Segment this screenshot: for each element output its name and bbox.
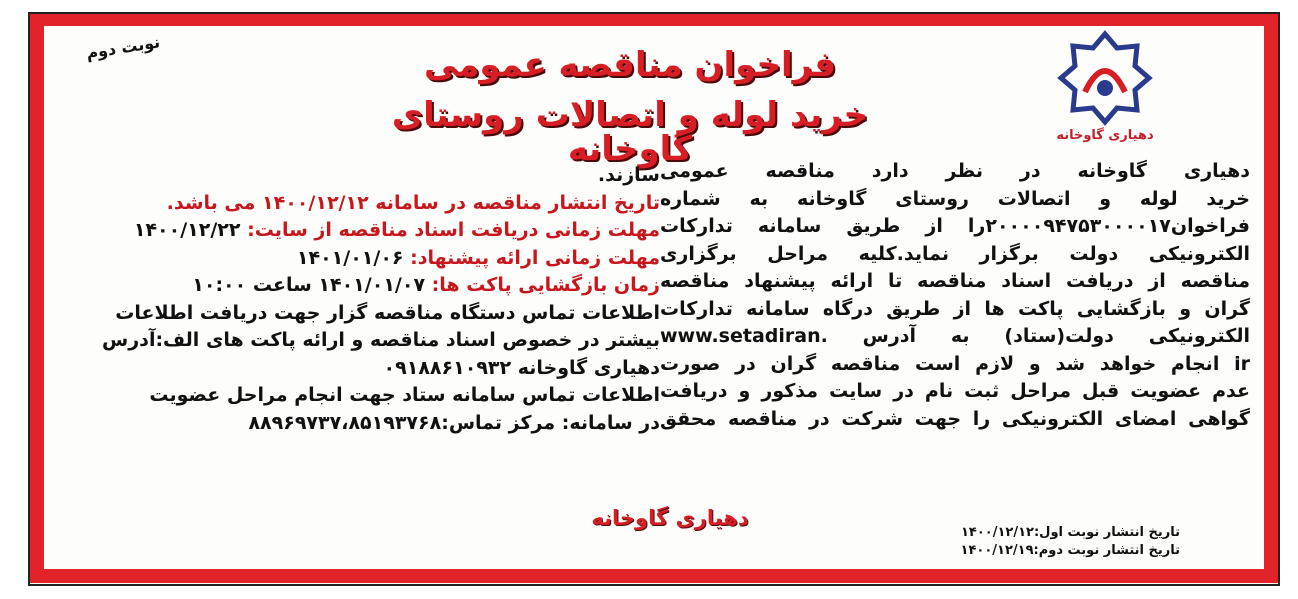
second-publication-date: تاریخ انتشار نوبت دوم:۱۴۰۰/۱۲/۱۹ <box>960 543 1180 558</box>
round-label: نوبت دوم <box>84 32 162 63</box>
page-title: فراخوان مناقصه عمومی <box>423 45 837 85</box>
publish-date-line: تاریخ انتشار مناقصه در سامانه ۱۴۰۰/۱۲/۱۲ می باشد. <box>166 191 660 214</box>
contact-line: بیشتر در خصوص اسناد مناقصه و ارائه پاکت های الف:آدرس <box>102 329 660 351</box>
body-line: گواهی امضای الکترونیکی را جهت شرکت در مناقصه محقق <box>660 407 1250 430</box>
deadline-offer-line <box>62 245 660 273</box>
body-line: خرید لوله و اتصالات روستای گاوخانه به شماره <box>660 187 1250 210</box>
red-border-left <box>30 14 44 583</box>
body-line: سازند. <box>597 164 660 186</box>
deadline-offer-label: مهلت زمانی ارائه پیشنهاد: <box>410 246 660 269</box>
contact-line: در سامانه: مرکز تماس:۸۸۹۶۹۷۳۷،۸۵۱۹۳۷۶۸ <box>248 411 660 434</box>
opening-line <box>62 272 660 300</box>
contact-line: اطلاعات تماس سامانه ستاد جهت انجام مراحل عضویت <box>149 384 660 406</box>
logo-caption: دهیاری گاوخانه <box>1056 128 1154 143</box>
body-right-column <box>660 158 1250 433</box>
contact-line: دهیاری گاوخانه ۰۹۱۸۸۶۱۰۹۳۲ <box>383 356 660 379</box>
body-line: الکترونیکی دولت(ستاد) به آدرس .www.setadiran <box>660 325 1250 347</box>
body-line: عدم عضویت قبل مراحل ثبت نام در سایت مذکور و دریافت <box>660 380 1250 402</box>
body-left-column <box>62 162 660 437</box>
first-publication-date: تاریخ انتشار نوبت اول:۱۴۰۰/۱۲/۱۲ <box>961 525 1180 540</box>
logo-emblem-icon <box>1055 30 1155 126</box>
red-border-bottom <box>30 569 1278 583</box>
body-line: گران و بازگشایی پاکت ها از طریق درگاه سامانه تدارکات <box>660 297 1250 320</box>
opening-value: ۱۴۰۱/۰۱/۰۷ ساعت ۱۰:۰۰ <box>192 274 426 296</box>
deadline-docs-line <box>62 217 660 245</box>
page-subtitle: خرید لوله و اتصالات روستای گاوخانه <box>391 95 869 169</box>
red-border-top <box>30 14 1278 26</box>
body-line: الکترونیکی دولت برگزار نماید.کلیه مراحل برگزاری <box>660 242 1250 265</box>
deadline-docs-label: مهلت زمانی دریافت اسناد مناقصه از سایت: <box>247 219 660 241</box>
red-border-right <box>1264 14 1278 583</box>
opening-label: زمان بازگشایی پاکت ها: <box>431 274 660 296</box>
contact-line: اطلاعات تماس دستگاه مناقصه گزار جهت دریافت اطلاعات <box>115 301 660 324</box>
publication-dates <box>940 524 1180 560</box>
deadline-offer-value: ۱۴۰۱/۰۱/۰۶ <box>296 246 404 269</box>
body-line: فراخوان۲۰۰۰۰۹۴۷۵۳۰۰۰۰۱۷را از طریق سامانه تدارکات <box>660 215 1250 237</box>
body-line: ir انجام خواهد شد و لازم است مناقصه گران در صورت <box>660 352 1250 375</box>
dehyari-logo <box>1050 30 1160 160</box>
body-line: دهیاری گاوخانه در نظر دارد مناقصه عمومی <box>660 160 1250 182</box>
body-line: مناقصه از دریافت اسناد مناقصه تا ارائه پیشنهاد مناقصه <box>660 270 1250 292</box>
deadline-docs-value: ۱۴۰۰/۱۲/۲۲ <box>133 219 241 241</box>
signature: دهیاری گاوخانه <box>591 506 749 530</box>
